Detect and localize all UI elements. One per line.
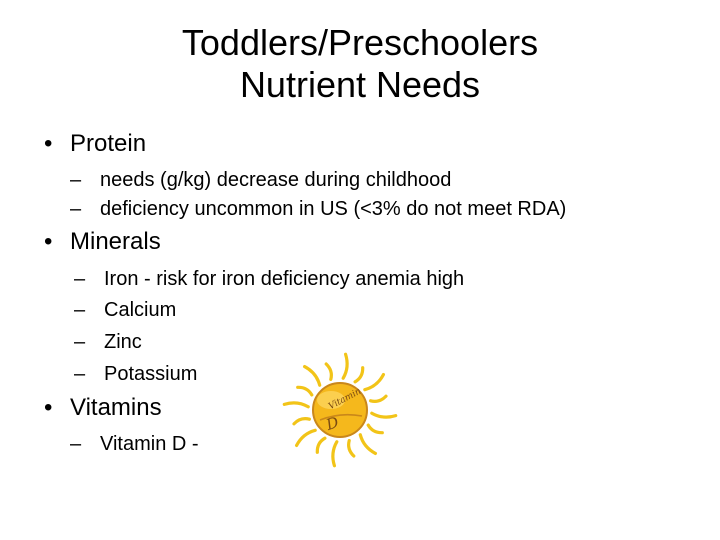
sun-ray [355,368,363,382]
vitamin-sun-icon [282,352,398,470]
sun-ray [371,396,386,401]
sub-bullet-marker: – [74,299,86,321]
sun-ray [326,364,331,379]
sun-ray [294,419,309,424]
sub-bullet-text: Potassium [104,363,198,385]
bullet-marker: • [44,130,53,157]
sun-ray [368,425,382,433]
sun-ray [333,442,337,466]
sun-ray [365,375,384,390]
bullet-label: Vitamins [70,394,162,421]
sun-ray [349,441,354,456]
sun-ray [297,430,316,445]
sun-ray [372,413,396,417]
sun-ray [343,354,347,378]
sun-ray [305,367,320,386]
bullet-label: Protein [70,130,147,157]
bullet-marker: • [44,228,53,255]
sub-bullet-marker: – [74,363,86,385]
sun-ray [317,438,325,452]
title-line-2: Nutrient Needs [239,64,481,105]
sub-bullet-marker: – [70,169,82,191]
title-line-1: Toddlers/Preschoolers [181,22,539,63]
sub-bullet-marker: – [70,433,82,455]
bullet-label: Minerals [70,228,161,255]
sub-bullet-text: Calcium [104,299,177,321]
slide-title [0,22,720,106]
pill-lettering: Vitamin [327,386,364,413]
sub-bullet-text: needs (g/kg) decrease during childhood [100,169,452,191]
sun-ray [298,387,312,395]
sun-ray [360,435,375,454]
sun-ray [284,403,308,407]
bullet-marker: • [44,394,53,421]
vitamin-pill [313,383,367,437]
pill-letter: D [323,413,341,434]
sub-bullet-marker: – [74,331,86,353]
sub-bullet-text: Iron - risk for iron deficiency anemia high [104,268,465,290]
sub-bullet-text: Zinc [104,331,142,353]
sub-bullet-marker: – [70,198,82,220]
sub-bullet-text: Vitamin D - [100,433,199,455]
sub-bullet-marker: – [74,268,86,290]
sub-bullet-text: deficiency uncommon in US (<3% do not meet RDA) [100,198,567,220]
